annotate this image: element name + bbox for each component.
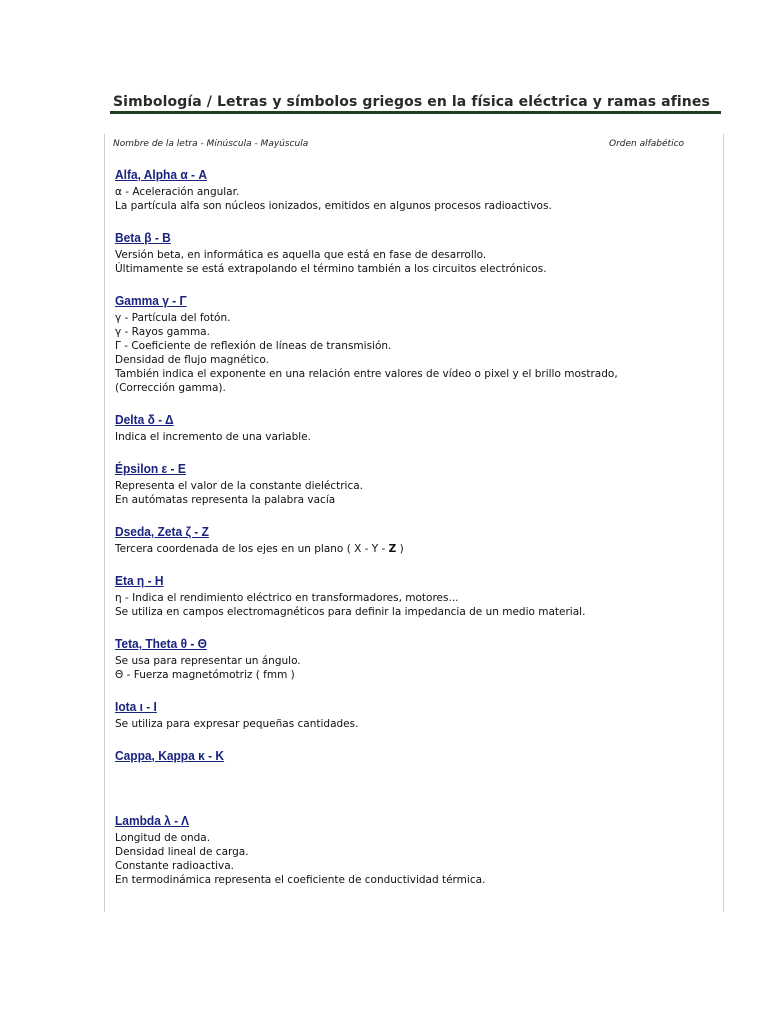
- entry-line: Γ - Coeficiente de reflexión de líneas de transmisión.: [115, 340, 392, 352]
- entry-iota: [115, 696, 715, 731]
- entry-line: Versión beta, en informática es aquella que está en fase de desarrollo.: [115, 249, 487, 261]
- entry-line: Representa el valor de la constante dieléctrica.: [115, 480, 364, 492]
- title-divider: [110, 111, 721, 114]
- entry-line-text: Tercera coordenada de los ejes en un plano ( X - Y -: [115, 543, 389, 555]
- entry-zeta: [115, 521, 715, 556]
- entry-line: η - Indica el rendimiento eléctrico en transformadores, motores...: [115, 592, 459, 604]
- entry-title-link[interactable]: Cappa, Kappa κ - K: [115, 748, 225, 763]
- entry-line: Se utiliza en campos electromagnéticos para definir la impedancia de un medio material.: [115, 606, 586, 618]
- entry-line: γ - Partícula del fotón.: [115, 312, 231, 324]
- letter-list: [115, 164, 715, 901]
- entry-line: Constante radioactiva.: [115, 860, 234, 872]
- entry-line: (Corrección gamma).: [115, 382, 226, 394]
- entry-title-link[interactable]: Beta β - B: [115, 230, 171, 245]
- entry-line: La partícula alfa son núcleos ionizados, emitidos en algunos procesos radioactivos.: [115, 200, 552, 212]
- entry-line: Densidad lineal de carga.: [115, 846, 249, 858]
- entry-line-bold: Z: [388, 543, 397, 555]
- entry-line: γ - Rayos gamma.: [115, 326, 210, 338]
- entry-beta: [115, 227, 715, 276]
- page-title: Simbología / Letras y símbolos griegos en la física eléctrica y ramas afines: [113, 94, 710, 110]
- entry-alpha: [115, 164, 715, 213]
- entry-line: Últimamente se está extrapolando el término también a los circuitos electrónicos.: [115, 263, 547, 275]
- entry-delta: [115, 409, 715, 444]
- entry-gamma: [115, 290, 715, 395]
- entry-line: α - Aceleración angular.: [115, 186, 240, 198]
- entry-line: Densidad de flujo magnético.: [115, 354, 269, 366]
- entry-title-link[interactable]: Gamma γ - Γ: [115, 293, 187, 308]
- entry-title-link[interactable]: Eta η - H: [115, 573, 164, 588]
- entry-title-link[interactable]: Teta, Theta θ - Θ: [115, 636, 207, 651]
- entry-title-link[interactable]: Dseda, Zeta ζ - Z: [115, 524, 209, 539]
- entry-line-text: ): [396, 543, 404, 555]
- entry-line: También indica el exponente en una relación entre valores de vídeo o pixel y el brillo mostrado,: [115, 368, 618, 380]
- entry-line: En termodinámica representa el coeficiente de conductividad térmica.: [115, 874, 486, 886]
- entry-title-link[interactable]: Épsilon ε - E: [115, 461, 186, 476]
- entry-line: [115, 542, 715, 556]
- entry-line: En autómatas representa la palabra vacía: [115, 494, 336, 506]
- column-header-order: Orden alfabético: [609, 139, 685, 149]
- entry-title-link[interactable]: Alfa, Alpha α - A: [115, 167, 207, 182]
- entry-title-link[interactable]: Lambda λ - Λ: [115, 813, 190, 828]
- entry-line: Θ - Fuerza magnetómotriz ( fmm ): [115, 669, 295, 681]
- entry-eta: [115, 570, 715, 619]
- column-header-name: Nombre de la letra - Minúscula - Mayúscula: [113, 139, 309, 149]
- entry-line: Indica el incremento de una variable.: [115, 431, 311, 443]
- entry-epsilon: [115, 458, 715, 507]
- entry-line: Longitud de onda.: [115, 832, 211, 844]
- entry-kappa: [115, 745, 715, 766]
- entry-title-link[interactable]: Delta δ - Δ: [115, 412, 174, 427]
- entry-title-link[interactable]: Iota ι - I: [115, 699, 157, 714]
- entry-line: Se usa para representar un ángulo.: [115, 655, 301, 667]
- entry-lambda: [115, 810, 715, 887]
- entry-theta: [115, 633, 715, 682]
- entry-line: Se utiliza para expresar pequeñas cantidades.: [115, 718, 359, 730]
